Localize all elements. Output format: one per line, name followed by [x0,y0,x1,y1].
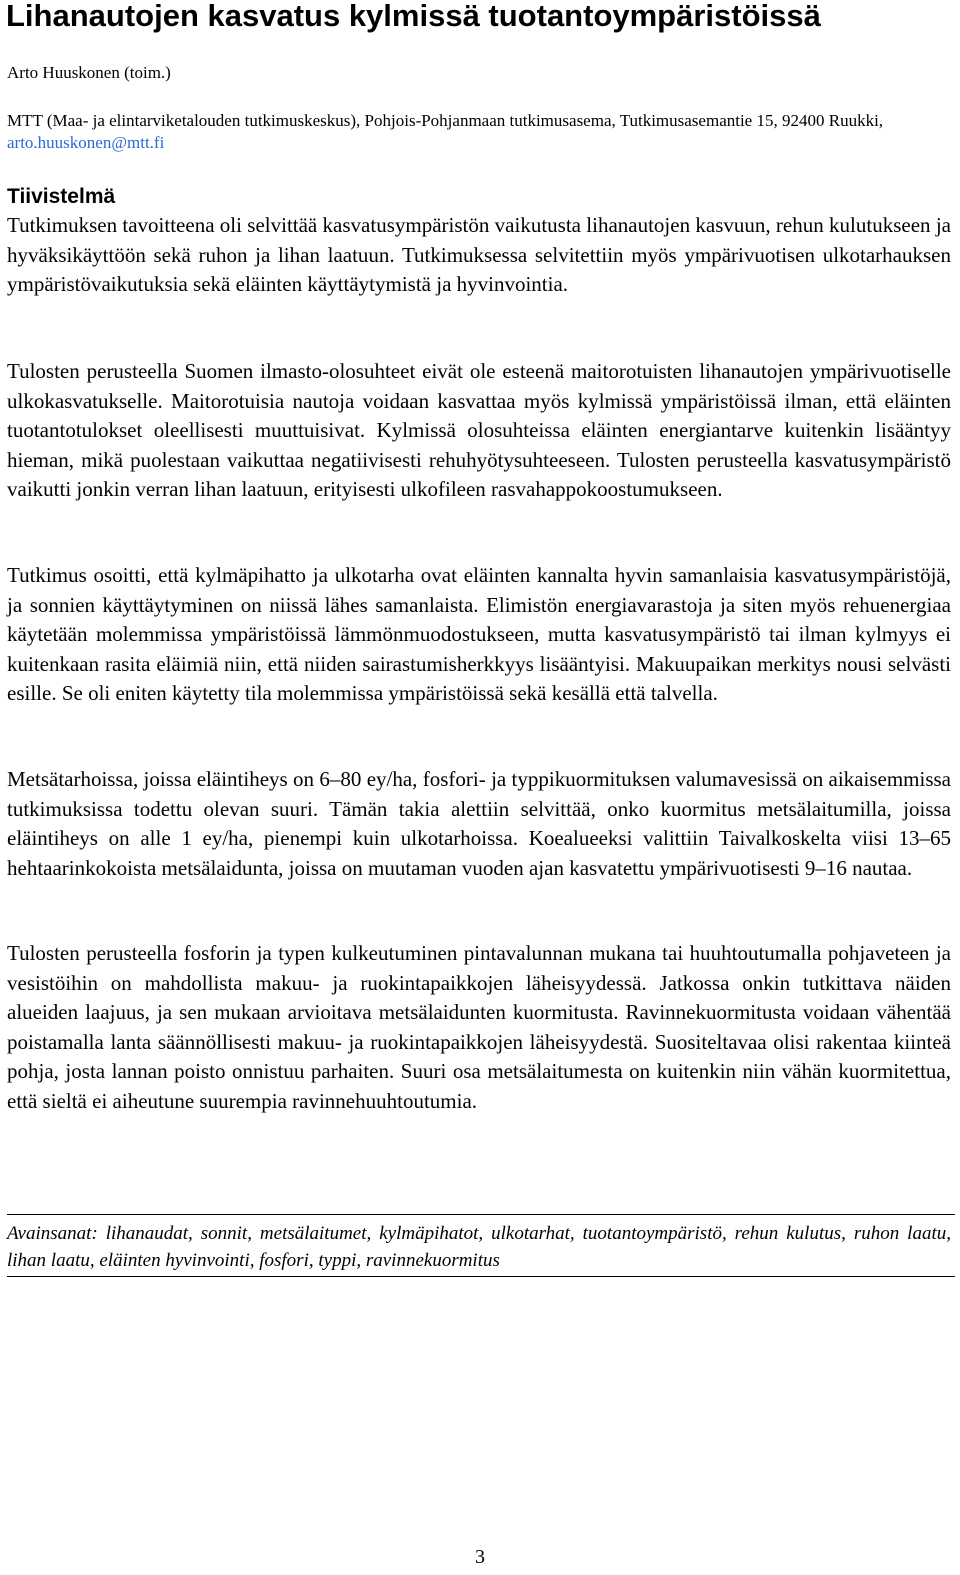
keywords: Avainsanat: lihanaudat, sonnit, metsälaitumet, kylmäpihatot, ulkotarhat, tuotantoympäristö, rehun kulutus, ruhon laatu, lihan laatu, eläinten hyvinvointi, fosfori, typpi, ravinnekuormitus [7,1223,951,1271]
page-title: Lihanautojen kasvatus kylmissä tuotantoympäristöissä [6,0,821,33]
affiliation-text: MTT (Maa- ja elintarviketalouden tutkimuskeskus), Pohjois-Pohjanmaan tutkimusasema, Tutkimusasemantie 15, 92400 Ruukki, [7,111,884,130]
abstract-paragraph: Tulosten perusteella fosforin ja typen kulkeutuminen pintavalunnan mukana tai huuhtoutumalla pohjaveteen ja vesistöihin on mahdollista makuu- ja ruokintapaikkojen läheisyydessä. Jatkossa onkin tutkittava näiden alueiden laajuus, ja sen mukaan arvioitava metsälaidunten kuormitusta. Ravinnekuormitusta voidaan vähentää poistamalla lanta säännöllisesti makuu- ja ruokintapaikkojen läheisyydestä. Suositeltavaa olisi rakentaa kiinteä pohja, josta lannan poisto onnistuu parhaiten. Suuri osa metsälaitumesta on kuitenkin niin vähän kuormitettua, että sieltä ei aiheutune suurempia ravinnehuuhtoutumia. [7,941,951,1113]
abstract-paragraph: Tutkimus osoitti, että kylmäpihatto ja ulkotarha ovat eläinten kannalta hyvin samanlaisia kasvatusympäristöjä, ja sonnien käyttäytyminen on niissä lähes samanlaista. Elimistön energiavarastoja ja siten myös rehuenergiaa käytetään molemmissa ympäristöissä lämmönmuodostukseen, mutta kasvatusympäristö tai ilman kylmyys ei kuitenkaan rasita eläimiä niin, että niiden sairastumisherkkyys lisääntyisi. Makuupaikan merkitys nousi selvästi esille. Se oli eniten käytetty tila molemmissa ympäristöissä sekä kesällä että talvella. [7,563,951,706]
affiliation [7,110,953,154]
abstract-paragraph: Metsätarhoissa, joissa eläintiheys on 6–80 ey/ha, fosfori- ja typpikuormituksen valumavesissä on aikaisemmissa tutkimuksissa todettu olevan suuri. Tämän takia alettiin selvittää, onko kuormitus metsälaitumilla, joissa eläintiheys on alle 1 ey/ha, pienempi kuin ulkotarhoissa. Koealueeksi valittiin Taivalkoskelta viisi 13–65 hehtaarinkokoista metsälaidunta, joissa on muutaman vuoden ajan kasvatettu ympärivuotisesti 9–16 nautaa. [7,767,951,880]
abstract-paragraph: Tutkimuksen tavoitteena oli selvittää kasvatusympäristön vaikutusta lihanautojen kasvuun, rehun kulutukseen ja hyväksikäyttöön sekä ruhon ja lihan laatuun. Tutkimuksessa selvitettiin myös ympärivuotisen ulkotarhauksen ympäristövaikutuksia sekä eläinten käyttäytymistä ja hyvinvointia. [7,213,951,297]
abstract-paragraph: Tulosten perusteella Suomen ilmasto-olosuhteet eivät ole esteenä maitorotuisten lihanautojen ympärivuotiselle ulkokasvatukselle. Maitorotuisia nautoja voidaan kasvattaa myös kylmissä ympäristöissä ilman, että eläinten tuotantotulokset oleellisesti muuttuisivat. Kylmissä olosuhteissa eläinten energiantarve kuitenkin lisääntyy hieman, mikä puolestaan vaikuttaa negatiivisesti rehuhyötysuhteeseen. Tulosten perusteella kasvatusympäristö vaikutti jonkin verran lihan laatuun, erityisesti ulkofileen rasvahappokoostumukseen. [7,359,951,502]
keywords-bottom-divider [7,1276,955,1277]
author-line: Arto Huuskonen (toim.) [7,63,171,82]
email-link[interactable]: arto.huuskonen@mtt.fi [7,133,165,152]
page-number: 3 [475,1546,485,1568]
abstract-heading: Tiivistelmä [7,185,116,208]
keywords-top-divider [7,1214,955,1215]
